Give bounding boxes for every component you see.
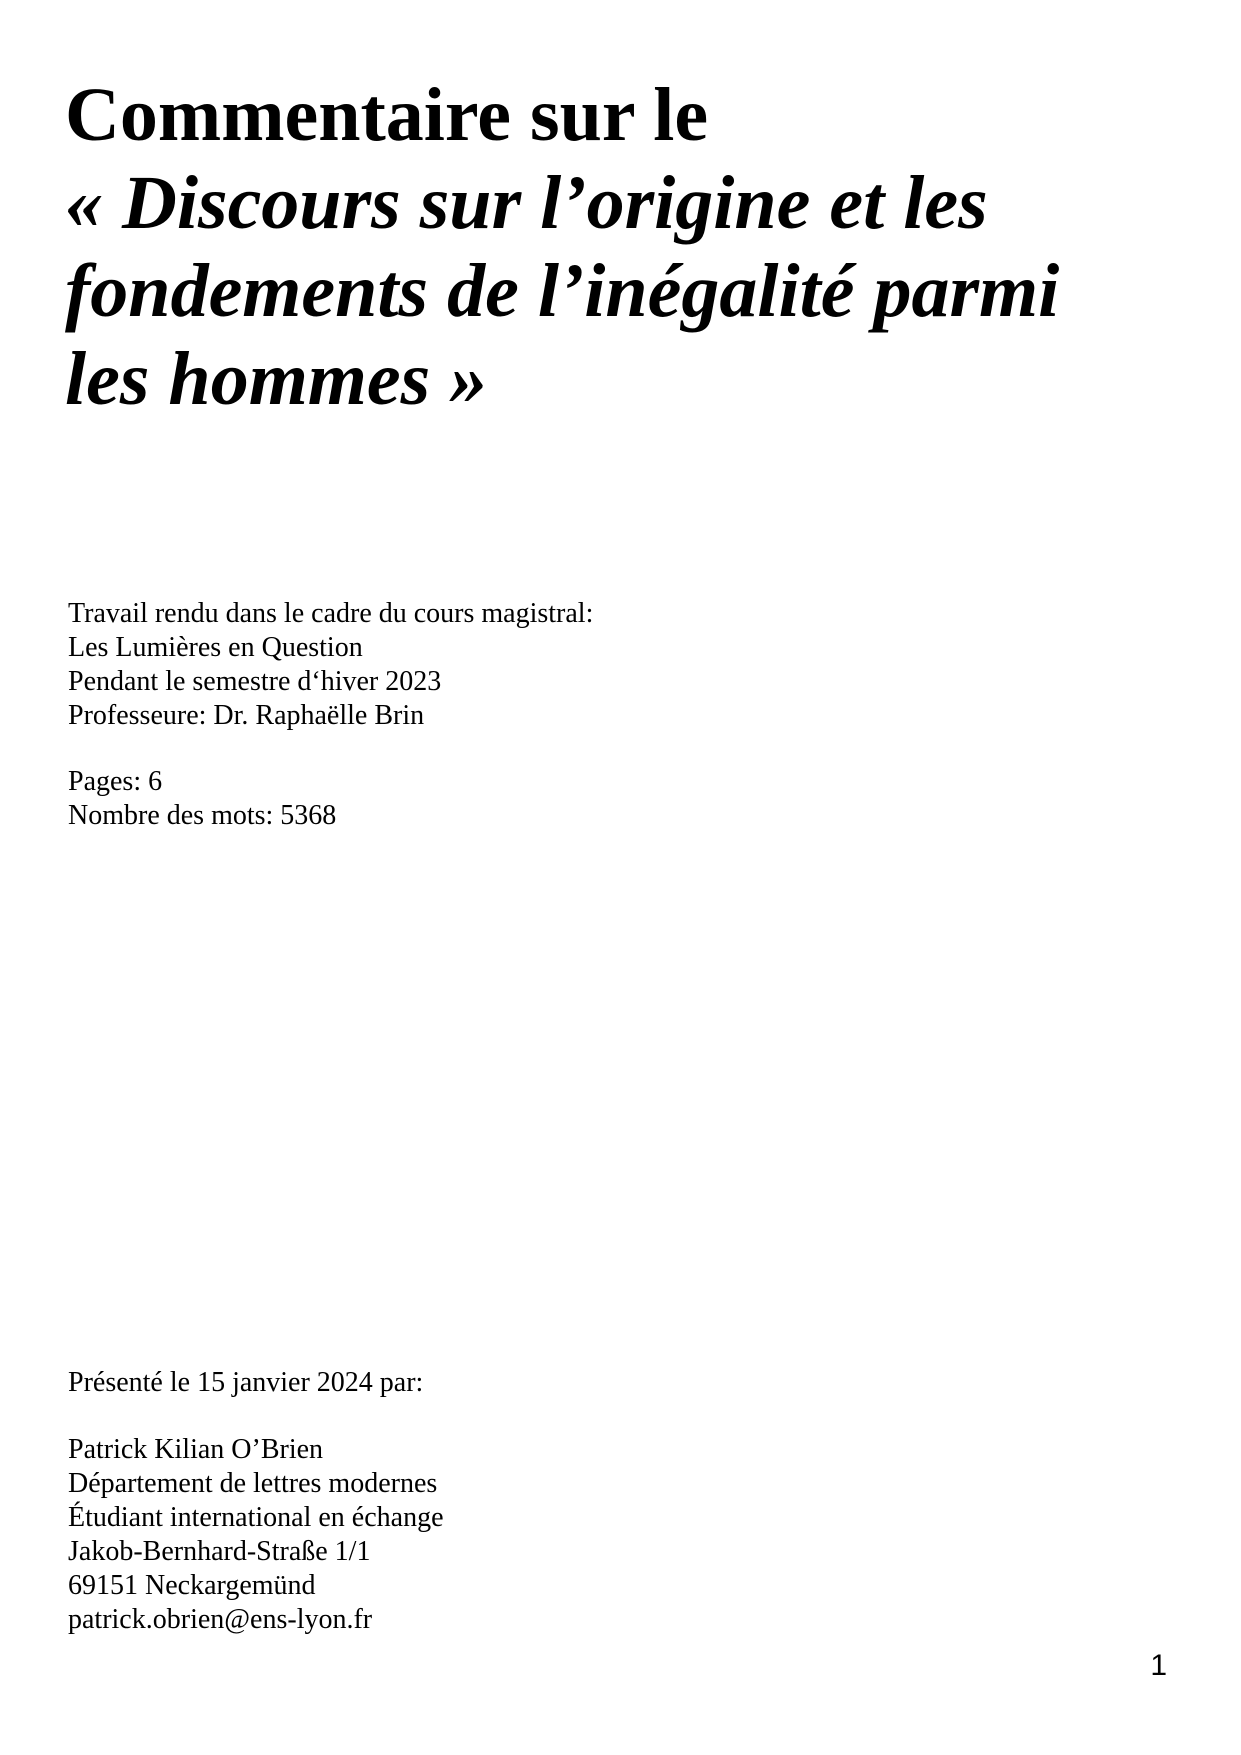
page-number: 1 bbox=[1150, 1649, 1167, 1682]
text-line: les hommes » bbox=[65, 337, 488, 421]
text-line: Travail rendu dans le cadre du cours magistral: bbox=[68, 598, 594, 629]
text-line: Pages: 6 bbox=[68, 766, 163, 797]
course-info-block bbox=[68, 597, 1118, 733]
document-stats-block bbox=[68, 765, 1118, 833]
text-line: patrick.obrien@ens-lyon.fr bbox=[68, 1604, 373, 1635]
text-line: Département de lettres modernes bbox=[68, 1468, 438, 1499]
text-line: « Discours sur l’origine et les bbox=[65, 161, 988, 245]
text-line: Étudiant international en échange bbox=[68, 1502, 444, 1533]
title-italic-lines bbox=[65, 159, 1185, 423]
text-line: Professeure: Dr. Raphaëlle Brin bbox=[68, 700, 425, 731]
submission-date-line: Présenté le 15 janvier 2024 par: bbox=[68, 1367, 424, 1398]
text-line: Pendant le semestre d‘hiver 2023 bbox=[68, 666, 442, 697]
document-title bbox=[65, 71, 1185, 423]
text-line: Nombre des mots: 5368 bbox=[68, 800, 337, 831]
author-address-block bbox=[68, 1433, 1118, 1637]
text-line: Jakob-Bernhard-Straße 1/1 bbox=[68, 1536, 371, 1567]
title-line-upright: Commentaire sur le bbox=[65, 73, 709, 157]
text-line: 69151 Neckargemünd bbox=[68, 1570, 316, 1601]
text-line: fondements de l’inégalité parmi bbox=[65, 249, 1060, 333]
text-line: Patrick Kilian O’Brien bbox=[68, 1434, 324, 1465]
text-line: Les Lumières en Question bbox=[68, 632, 363, 663]
